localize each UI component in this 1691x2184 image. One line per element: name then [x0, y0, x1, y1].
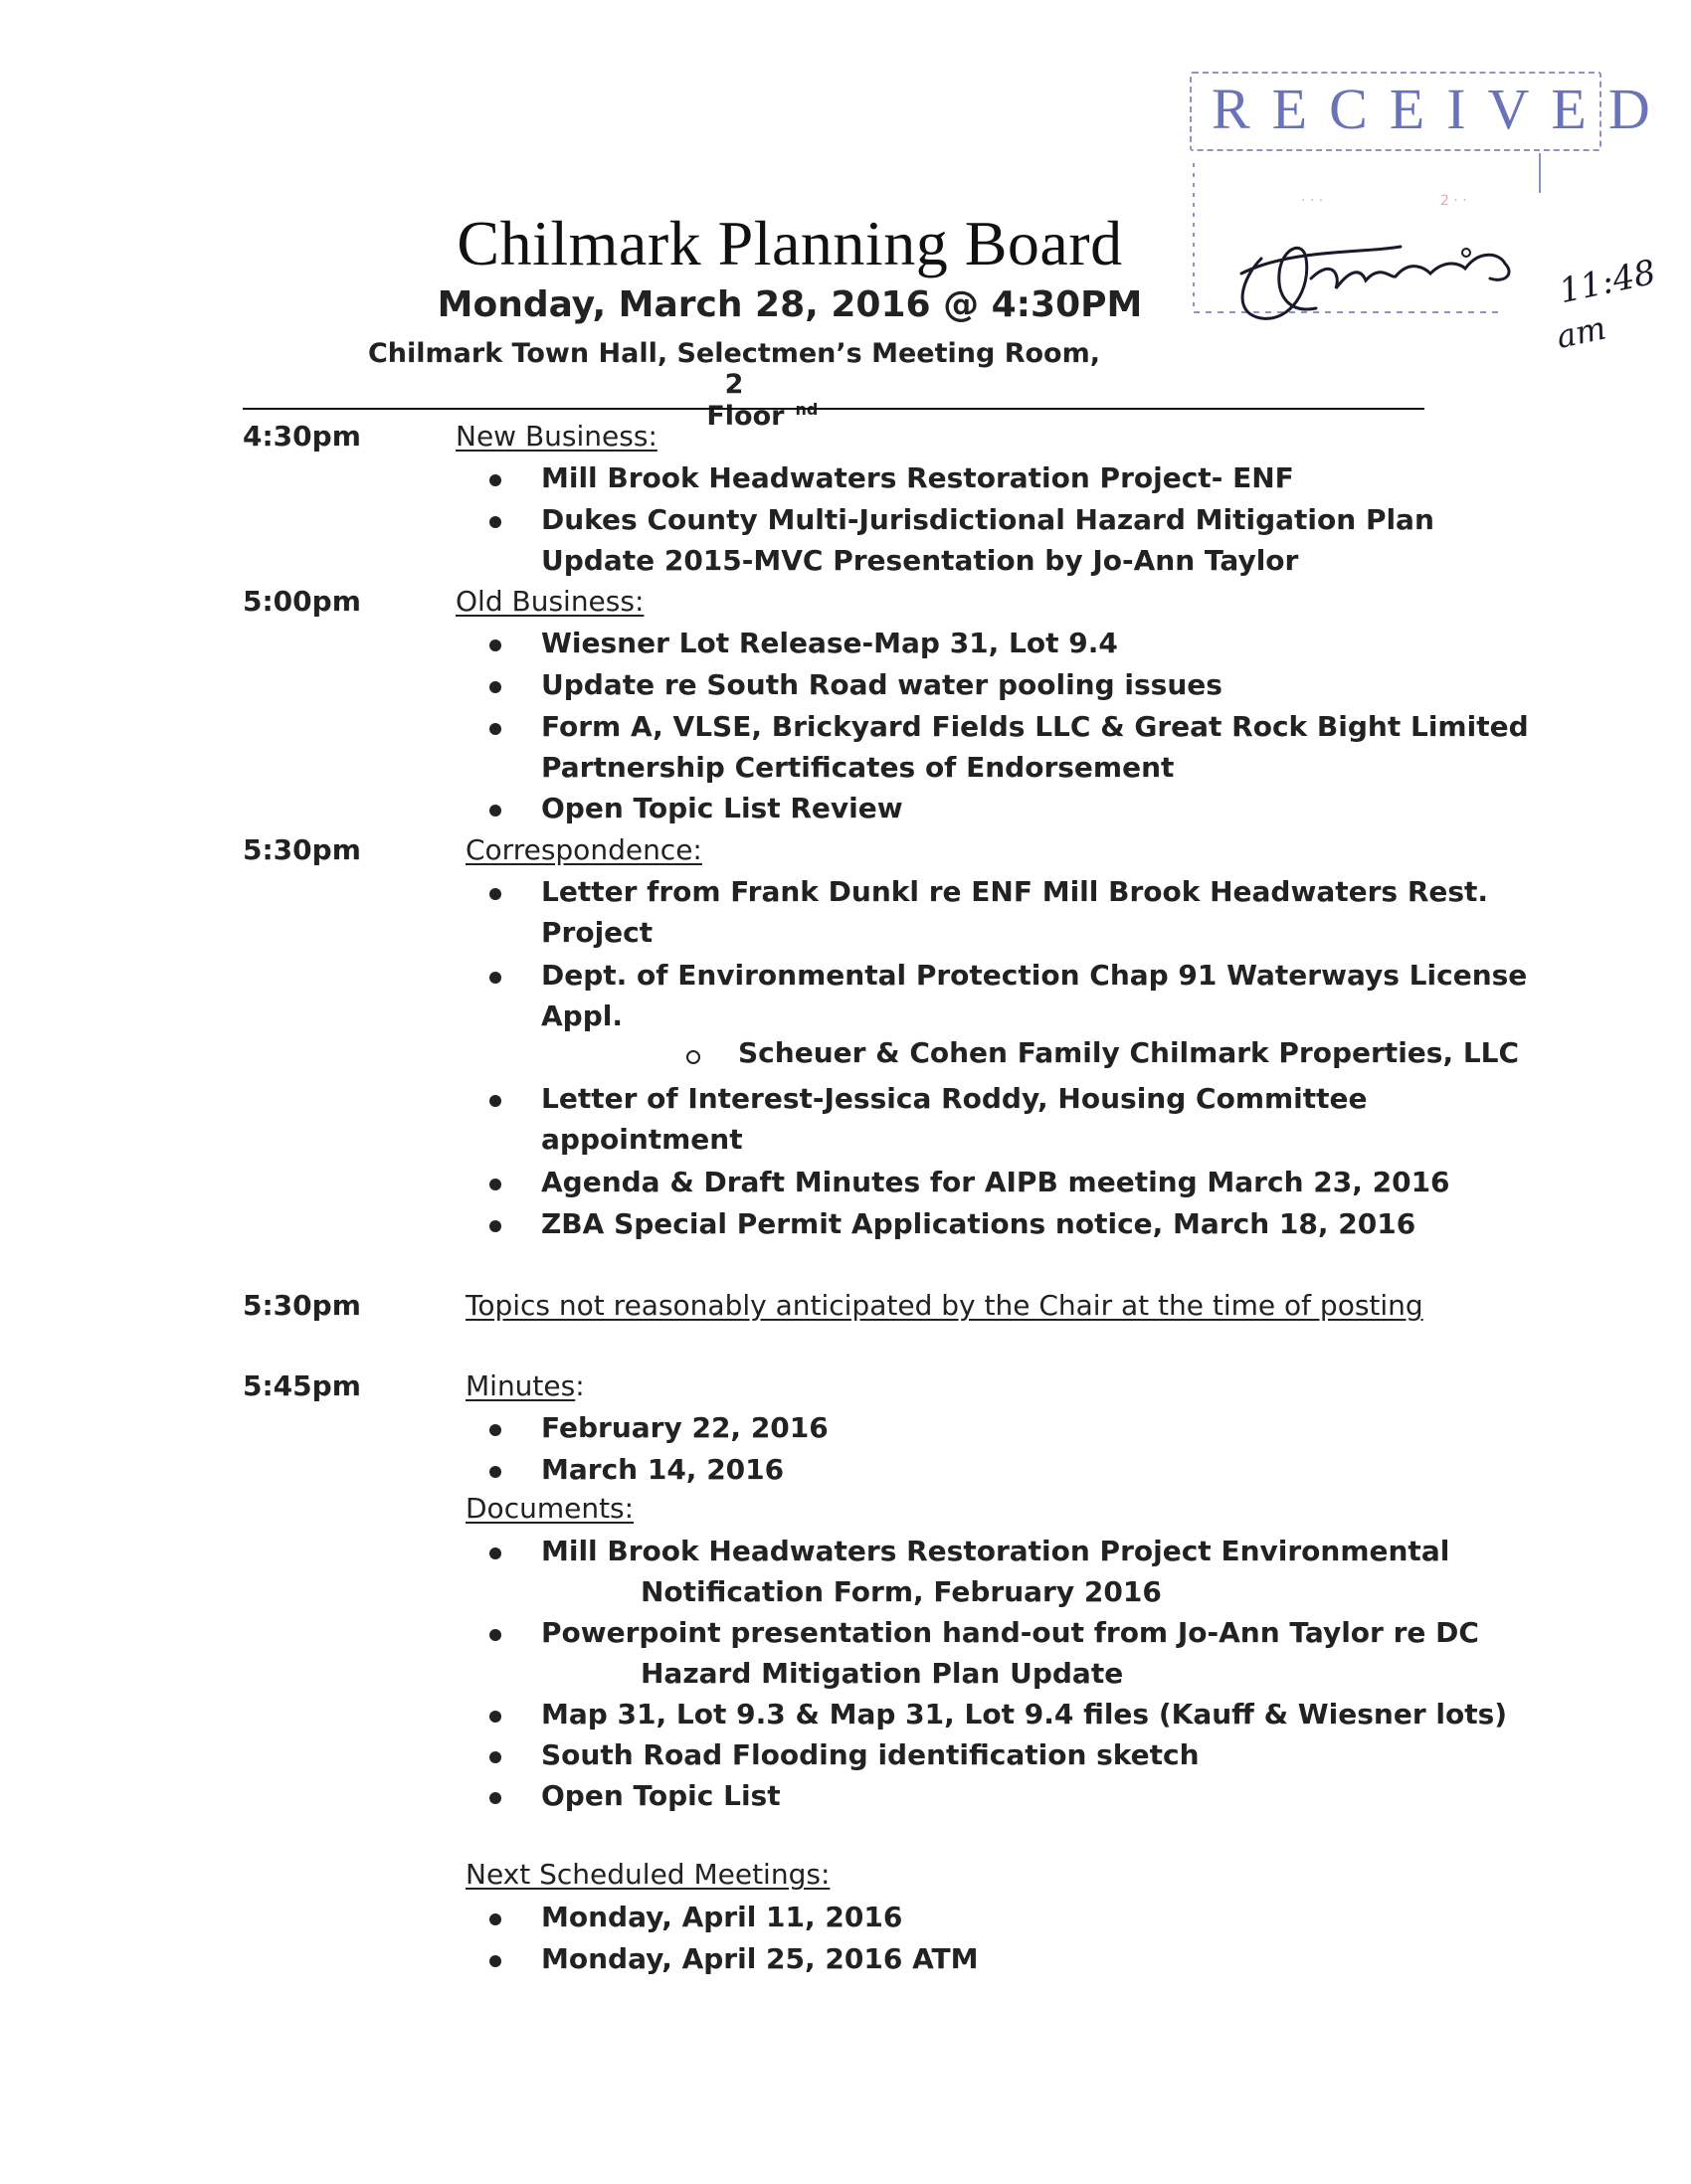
list-item: Open Topic List Review: [541, 792, 903, 824]
stamp-text: RECEIVED: [1212, 77, 1672, 141]
list-item: Mill Brook Headwaters Restoration Project Environmental: [541, 1535, 1450, 1567]
bullet: [489, 1095, 501, 1107]
time-topics: 5:30pm: [243, 1289, 361, 1322]
bullet: [489, 1751, 501, 1763]
bullet: [489, 1955, 501, 1967]
bullet: [489, 1913, 501, 1925]
bullet: [489, 1792, 501, 1804]
list-item: Map 31, Lot 9.3 & Map 31, Lot 9.4 files (Kauff & Wiesner lots): [541, 1698, 1508, 1730]
list-item: Update re South Road water pooling issues: [541, 668, 1222, 701]
sub-bullet: [686, 1050, 700, 1064]
time-note-line1: 11:48: [1555, 252, 1660, 312]
list-item: Partnership Certificates of Endorsement: [541, 751, 1175, 784]
list-item: Powerpoint presentation hand-out from Jo-Ann Taylor re DC: [541, 1616, 1479, 1649]
heading-minutes: Minutes:: [466, 1369, 585, 1402]
list-item: Monday, April 25, 2016 ATM: [541, 1942, 979, 1975]
svg-text:· · ·: · · ·: [1301, 193, 1324, 209]
meeting-date: Monday, March 28, 2016 @ 4:30PM: [437, 284, 1143, 325]
heading-old-business: Old Business:: [456, 585, 645, 618]
bullet: [489, 516, 501, 528]
heading-correspondence: Correspondence:: [466, 833, 702, 866]
list-item: Wiesner Lot Release-Map 31, Lot 9.4: [541, 627, 1118, 659]
list-item: Monday, April 11, 2016: [541, 1901, 903, 1933]
bullet: [489, 888, 501, 900]
board-title: Chilmark Planning Board: [457, 208, 1123, 278]
sub-list-item: Scheuer & Cohen Family Chilmark Properties, LLC: [738, 1036, 1520, 1069]
time-old-business: 5:00pm: [243, 585, 361, 618]
time-note-line2: am: [1553, 308, 1609, 356]
list-item: appointment: [541, 1123, 743, 1156]
list-item: Notification Form, February 2016: [641, 1575, 1162, 1608]
heading-topics: Topics not reasonably anticipated by the Chair at the time of posting: [466, 1289, 1423, 1322]
bullet: [489, 1711, 501, 1723]
time-minutes: 5:45pm: [243, 1369, 361, 1402]
list-item: Update 2015-MVC Presentation by Jo-Ann Taylor: [541, 544, 1299, 577]
list-item: Open Topic List: [541, 1779, 781, 1812]
list-item: Hazard Mitigation Plan Update: [641, 1657, 1124, 1690]
bullet: [489, 1547, 501, 1559]
bullet: [489, 639, 501, 651]
bullet: [489, 1629, 501, 1641]
heading-documents: Documents:: [466, 1492, 635, 1525]
heading-next-meetings: Next Scheduled Meetings:: [466, 1858, 831, 1891]
list-item: Agenda & Draft Minutes for AIPB meeting March 23, 2016: [541, 1166, 1450, 1198]
list-item: Appl.: [541, 1000, 623, 1032]
bullet: [489, 1466, 501, 1478]
bullet: [489, 474, 501, 486]
bullet: [489, 805, 501, 817]
list-item: ZBA Special Permit Applications notice, March 18, 2016: [541, 1207, 1416, 1240]
list-item: Form A, VLSE, Brickyard Fields LLC & Great Rock Bight Limited: [541, 710, 1529, 743]
svg-text:2 · ·: 2 · ·: [1440, 193, 1467, 209]
bullet: [489, 972, 501, 984]
list-item: Dept. of Environmental Protection Chap 91 Waterways License: [541, 959, 1528, 992]
list-item: Project: [541, 916, 654, 949]
bullet: [489, 681, 501, 693]
list-item: Dukes County Multi-Jurisdictional Hazard Mitigation Plan: [541, 503, 1434, 536]
list-item: South Road Flooding identification sketch: [541, 1738, 1200, 1771]
list-item: February 22, 2016: [541, 1411, 829, 1444]
list-item: Letter of Interest-Jessica Roddy, Housing Committee: [541, 1082, 1368, 1115]
time-correspondence: 5:30pm: [243, 833, 361, 866]
list-item: March 14, 2016: [541, 1453, 785, 1486]
bullet: [489, 1424, 501, 1436]
bullet: [489, 1179, 501, 1190]
bullet: [489, 723, 501, 735]
time-new-business: 4:30pm: [243, 420, 361, 453]
meeting-location: Chilmark Town Hall, Selectmen’s Meeting Room, 2ndFloor: [367, 338, 1100, 432]
list-item: Letter from Frank Dunkl re ENF Mill Brook Headwaters Rest.: [541, 875, 1489, 908]
heading-new-business: New Business:: [456, 420, 658, 453]
header-rule: [243, 408, 1424, 410]
bullet: [489, 1220, 501, 1232]
list-item: Mill Brook Headwaters Restoration Project- ENF: [541, 461, 1294, 494]
